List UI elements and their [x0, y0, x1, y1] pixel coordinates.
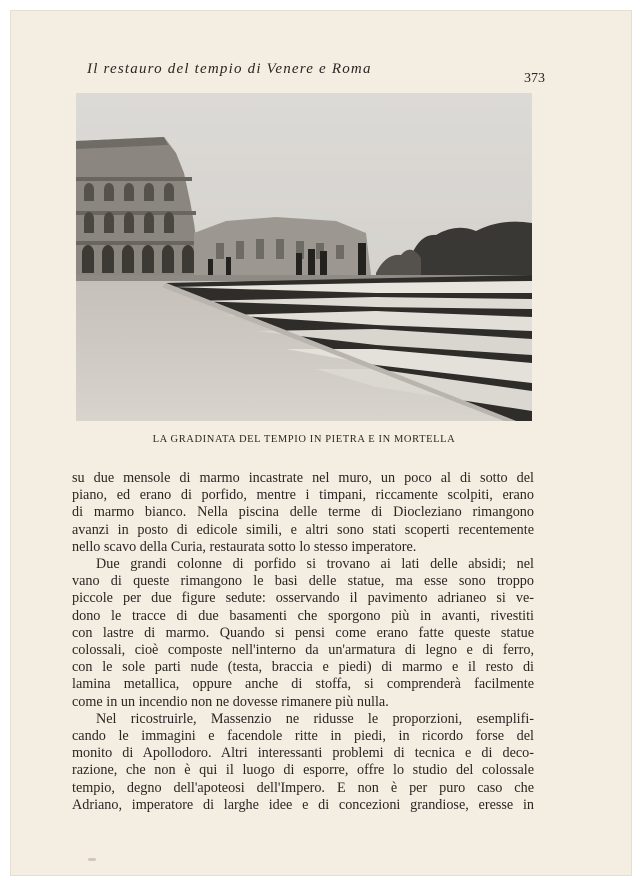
text-line: lamina metallica, oppure anche di stoffa, si comprenderà facilmente — [72, 676, 534, 693]
body-text — [72, 470, 534, 814]
text-line: nello scavo della Curia, restaurata sotto lo stesso imperatore. — [72, 538, 417, 555]
text-line: Due grandi colonne di porfido si trovano ai lati delle absidi; nel — [96, 556, 534, 573]
text-line: piccole per due figure sedute: osservando il pavimento adrianeo si ve- — [72, 590, 534, 607]
text-line: su due mensole di marmo incastrate nel muro, un poco al di sotto del — [72, 470, 534, 486]
text-line: con le sole parti nude (testa, braccia e piedi) di marmo e il resto di — [72, 659, 534, 676]
text-line: piano, ed erano di porfido, mentre i timpani, riccamente scolpiti, erano — [72, 487, 534, 504]
text-line: colossali, cioè composte nell'interno da un'armatura di legno e di ferro, — [72, 642, 534, 659]
colosseum-steps-photo — [76, 93, 532, 421]
text-line: Nel ricostruirle, Massenzio ne ridusse le proporzioni, esemplifi- — [96, 710, 534, 727]
text-line: avanzi in posto di edicole simili, e altri sono stati scoperti recentemente — [72, 521, 534, 538]
paper-speck — [88, 858, 96, 861]
running-title: Il restauro del tempio di Venere e Roma — [87, 61, 372, 77]
page-number: 373 — [524, 71, 545, 86]
text-line: Adriano, imperatore di larghe idee e di concezioni grandiose, eresse in — [72, 796, 534, 813]
text-line: come in un incendio non ne dovesse rimanere più nulla. — [72, 693, 389, 710]
text-line: vano di queste rimangono le basi delle statue, ma esse sono troppo — [72, 573, 534, 590]
text-line: dono le tracce di due basamenti che sporgono più in avanti, rivestiti — [72, 607, 534, 624]
figure-photo — [76, 93, 532, 421]
figure-caption: LA GRADINATA DEL TEMPIO IN PIETRA E IN MORTELLA — [152, 434, 456, 445]
text-line: razione, che non è qui il luogo di esporre, offre lo studio del colossale — [72, 762, 534, 779]
text-line: con lastre di marmo. Quando si pensi come erano fatte queste statue — [72, 624, 534, 641]
text-line: tempio, degno dell'apoteosi dell'Impero. E non è per puro caso che — [72, 779, 534, 796]
text-line: di marmo bianco. Nella piscina delle terme di Diocleziano rimangono — [72, 504, 534, 521]
text-line: cando le immagini e facendole ritte in piedi, in ricordo forse del — [72, 728, 534, 745]
text-line: monito di Apollodoro. Altri interessanti problemi di tecnica e di deco- — [72, 745, 534, 762]
